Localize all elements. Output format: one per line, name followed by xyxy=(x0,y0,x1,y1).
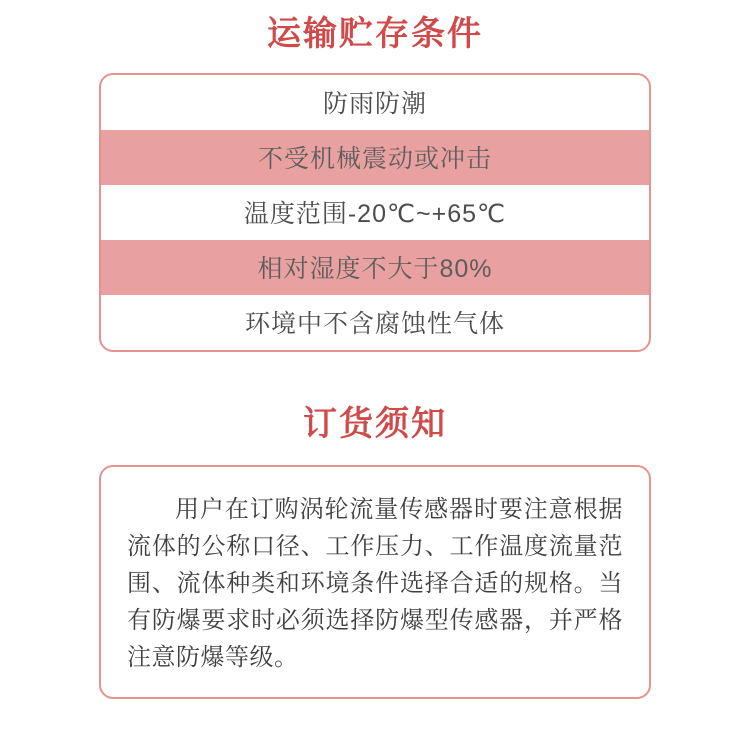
page-title-order-notice: 订货须知 xyxy=(303,404,447,443)
list-item: 防雨防潮 xyxy=(322,90,427,119)
list-item: 环境中不含腐蚀性气体 xyxy=(244,310,505,339)
list-item: 不受机械震动或冲击 xyxy=(101,130,649,185)
transport-conditions-card xyxy=(99,73,651,352)
order-notice-card xyxy=(99,465,651,699)
order-notice-text: 用户在订购涡轮流量传感器时要注意根据流体的公称口径、工作压力、工作温度流量范围、流体种类和环境条件选择合适的规格。当有防爆要求时必须选择防爆型传感器，并严格注意防爆等级。 xyxy=(127,495,623,672)
list-item: 温度范围-20℃~+65℃ xyxy=(243,200,507,229)
transport-conditions-list xyxy=(101,75,649,350)
list-item: 相对湿度不大于80% xyxy=(101,240,649,295)
page-title-transport-storage: 运输贮存条件 xyxy=(267,15,483,53)
